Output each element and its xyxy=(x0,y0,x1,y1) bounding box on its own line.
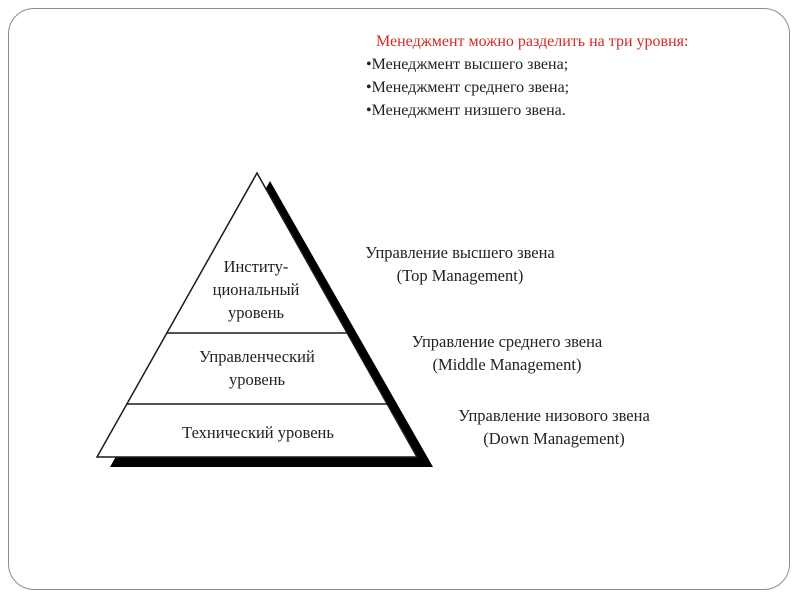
caption-top-management: Управление высшего звена xyxy=(365,243,555,262)
caption-middle-management: Управление среднего звена xyxy=(411,332,603,351)
list-item: • Менеджмент высшего звена; xyxy=(366,53,766,76)
level-managerial-label: уровень xyxy=(228,370,286,389)
list-item: • Менеджмент среднего звена; xyxy=(366,76,766,99)
level-technical-label: Технический уровень xyxy=(182,423,334,442)
level-institutional-label: циональный xyxy=(212,280,300,299)
intro-heading: Менеджмент можно разделить на три уровня: xyxy=(376,33,689,50)
level-managerial-label: Управленческий xyxy=(199,347,315,366)
level-institutional-label: уровень xyxy=(227,303,285,322)
level-institutional-label: Институ- xyxy=(223,257,289,276)
list-item: • Менеджмент низшего звена. xyxy=(366,99,766,122)
caption-down-management: Управление низового звена xyxy=(458,406,650,425)
caption-down-management: (Down Management) xyxy=(483,429,625,448)
caption-middle-management: (Middle Management) xyxy=(432,355,582,374)
caption-top-management: (Top Management) xyxy=(396,266,524,285)
